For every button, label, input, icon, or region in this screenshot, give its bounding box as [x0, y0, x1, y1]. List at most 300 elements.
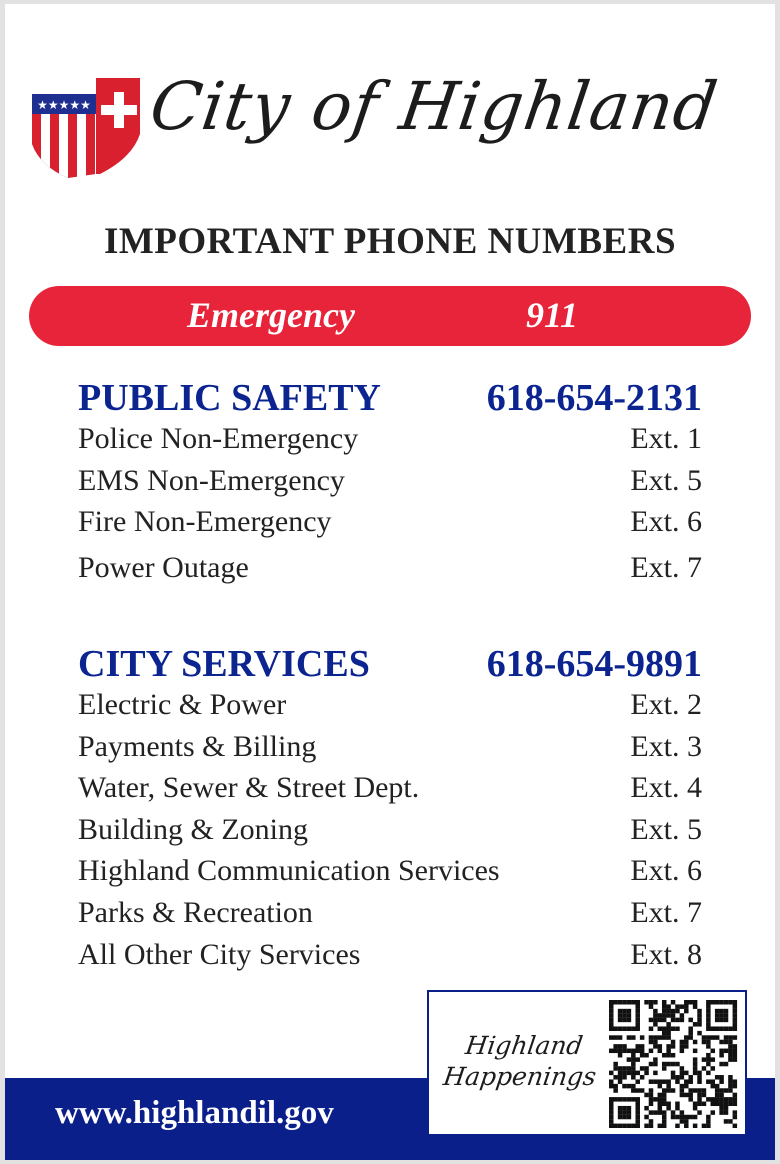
qr-module — [609, 1110, 614, 1115]
qr-module — [706, 1071, 711, 1076]
qr-module — [680, 1075, 685, 1080]
qr-module — [631, 1124, 636, 1128]
qr-module — [622, 1049, 627, 1054]
qr-module — [649, 1018, 654, 1023]
qr-module — [684, 1009, 689, 1014]
qr-module — [715, 1035, 720, 1040]
qr-module — [609, 1004, 614, 1009]
qr-module — [684, 1004, 689, 1009]
qr-module — [618, 1110, 623, 1115]
city-services-title: CITY SERVICES — [78, 643, 370, 685]
qr-module — [724, 1013, 729, 1018]
qr-module — [680, 1115, 685, 1120]
item-name: Parks & Recreation — [78, 895, 313, 929]
qr-module — [609, 1071, 614, 1076]
qr-module — [671, 1044, 676, 1049]
qr-module — [627, 1018, 632, 1023]
qr-module — [680, 1040, 685, 1045]
qr-module — [658, 1035, 663, 1040]
qr-module — [649, 1110, 654, 1115]
qr-module — [711, 1066, 716, 1071]
qr-module — [697, 1031, 702, 1036]
qr-module — [653, 1022, 658, 1027]
qr-module — [711, 1035, 716, 1040]
qr-module — [622, 1075, 627, 1080]
qr-module — [719, 1097, 724, 1102]
item-ext: Ext. 6 — [630, 854, 702, 888]
qr-module — [724, 1009, 729, 1014]
qr-module — [666, 1004, 671, 1009]
qr-module — [675, 1079, 680, 1084]
qr-module — [688, 1088, 693, 1093]
qr-module — [724, 1049, 729, 1054]
list-item — [78, 551, 702, 593]
qr-module — [658, 1093, 663, 1098]
qr-module — [693, 1057, 698, 1062]
qr-module — [653, 1009, 658, 1014]
qr-module — [702, 1102, 707, 1107]
qr-module — [706, 1115, 711, 1120]
qr-module — [644, 1053, 649, 1058]
qr-module — [662, 1097, 667, 1102]
list-item — [78, 938, 702, 980]
qr-module — [653, 1035, 658, 1040]
qr-module — [728, 1079, 733, 1084]
qr-module — [733, 1049, 738, 1054]
qr-module — [622, 1124, 627, 1128]
qr-module — [711, 1057, 716, 1062]
qr-module — [635, 1097, 640, 1102]
qr-module — [733, 1084, 738, 1089]
qr-module — [675, 1004, 680, 1009]
qr-module — [715, 1000, 720, 1005]
qr-module — [640, 1053, 645, 1058]
qr-module — [635, 1004, 640, 1009]
qr-module — [613, 1066, 618, 1071]
qr-module — [711, 1026, 716, 1031]
qr-module — [688, 1115, 693, 1120]
qr-module — [715, 1102, 720, 1107]
item-ext: Ext. 2 — [630, 688, 702, 721]
qr-module — [711, 1097, 716, 1102]
public-safety-title: PUBLIC SAFETY — [78, 377, 381, 419]
qr-label — [433, 1030, 612, 1092]
qr-module — [662, 1066, 667, 1071]
qr-module — [684, 1000, 689, 1005]
qr-module — [653, 1071, 658, 1076]
qr-module — [609, 1097, 614, 1102]
city-services-section — [78, 642, 702, 979]
qr-module — [684, 1040, 689, 1045]
qr-module — [635, 1088, 640, 1093]
qr-module — [693, 1062, 698, 1067]
qr-module — [609, 1013, 614, 1018]
qr-module — [671, 1000, 676, 1005]
qr-module — [728, 1053, 733, 1058]
qr-module — [662, 1009, 667, 1014]
qr-module — [728, 1026, 733, 1031]
qr-module — [724, 1088, 729, 1093]
qr-module — [733, 1053, 738, 1058]
qr-module — [658, 1102, 663, 1107]
list-item — [78, 688, 702, 730]
qr-module — [671, 1071, 676, 1076]
qr-module — [622, 1066, 627, 1071]
qr-module — [675, 1018, 680, 1023]
qr-module — [680, 1044, 685, 1049]
qr-module — [724, 1018, 729, 1023]
qr-module — [697, 1022, 702, 1027]
qr-module — [644, 1106, 649, 1111]
qr-module — [635, 1018, 640, 1023]
qr-module — [666, 1026, 671, 1031]
qr-module — [715, 1097, 720, 1102]
qr-module — [635, 1013, 640, 1018]
qr-module — [719, 1040, 724, 1045]
qr-module — [688, 1026, 693, 1031]
qr-module — [662, 1026, 667, 1031]
qr-module — [618, 1079, 623, 1084]
qr-module — [635, 1110, 640, 1115]
qr-module — [666, 1102, 671, 1107]
qr-module — [719, 1013, 724, 1018]
qr-module — [724, 1040, 729, 1045]
qr-module — [622, 1018, 627, 1023]
qr-module — [658, 1106, 663, 1111]
qr-module — [635, 1049, 640, 1054]
city-name-logotype: City of Highland — [145, 68, 723, 145]
qr-module — [635, 1044, 640, 1049]
qr-module — [622, 1106, 627, 1111]
city-services-phone[interactable]: 618-654-9891 — [486, 643, 702, 685]
page-title: IMPORTANT PHONE NUMBERS — [103, 221, 677, 262]
qr-module — [666, 1079, 671, 1084]
qr-module — [666, 1088, 671, 1093]
qr-module — [627, 1049, 632, 1054]
qr-module — [622, 1071, 627, 1076]
qr-module — [671, 1040, 676, 1045]
qr-module — [728, 1102, 733, 1107]
qr-module — [693, 1115, 698, 1120]
qr-module — [662, 1062, 667, 1067]
svg-text:★★★★★: ★★★★★ — [37, 98, 91, 112]
qr-code-icon[interactable] — [607, 1000, 739, 1128]
item-name: Police Non-Emergency — [78, 422, 359, 455]
qr-module — [671, 1115, 676, 1120]
qr-module — [719, 1106, 724, 1111]
qr-module — [631, 1026, 636, 1031]
qr-module — [649, 1040, 654, 1045]
qr-module — [618, 1018, 623, 1023]
qr-module — [627, 1026, 632, 1031]
qr-module — [635, 1102, 640, 1107]
qr-module — [702, 1040, 707, 1045]
qr-module — [644, 1115, 649, 1120]
qr-module — [693, 1022, 698, 1027]
qr-module — [644, 1124, 649, 1128]
qr-module — [635, 1115, 640, 1120]
qr-module — [640, 1066, 645, 1071]
qr-module — [719, 1053, 724, 1058]
qr-module — [728, 1040, 733, 1045]
qr-module — [706, 1062, 711, 1067]
qr-module — [666, 1022, 671, 1027]
qr-module — [631, 1053, 636, 1058]
qr-module — [666, 1049, 671, 1054]
qr-label-line1: Highland — [463, 1031, 585, 1060]
qr-module — [631, 1049, 636, 1054]
qr-module — [662, 1088, 667, 1093]
qr-module — [609, 1018, 614, 1023]
qr-module — [618, 1009, 623, 1014]
qr-module — [609, 1119, 614, 1124]
list-item — [78, 730, 702, 772]
qr-module — [666, 1062, 671, 1067]
qr-module — [644, 1000, 649, 1005]
qr-module — [688, 1093, 693, 1098]
qr-module — [706, 1026, 711, 1031]
qr-module — [733, 1079, 738, 1084]
qr-module — [719, 1049, 724, 1054]
emergency-number[interactable]: 911 — [526, 295, 579, 335]
qr-module — [680, 1071, 685, 1076]
qr-module — [733, 1009, 738, 1014]
qr-module — [662, 1053, 667, 1058]
qr-module — [715, 1013, 720, 1018]
qr-module — [649, 1062, 654, 1067]
qr-module — [680, 1018, 685, 1023]
qr-module — [706, 1119, 711, 1124]
qr-module — [733, 1022, 738, 1027]
qr-module — [724, 1062, 729, 1067]
item-ext: Ext. 1 — [630, 422, 702, 455]
qr-module — [733, 1013, 738, 1018]
qr-module — [635, 1106, 640, 1111]
qr-module — [671, 1026, 676, 1031]
list-item — [78, 854, 702, 896]
qr-module — [618, 1106, 623, 1111]
public-safety-section — [78, 376, 702, 592]
qr-module — [618, 1013, 623, 1018]
qr-module — [719, 1079, 724, 1084]
qr-module — [680, 1004, 685, 1009]
qr-module — [733, 1102, 738, 1107]
qr-module — [715, 1009, 720, 1014]
qr-module — [671, 1062, 676, 1067]
qr-module — [618, 1049, 623, 1054]
qr-module — [613, 1035, 618, 1040]
item-name: Electric & Power — [78, 688, 287, 721]
qr-module — [733, 1018, 738, 1023]
qr-module — [680, 1066, 685, 1071]
qr-module — [697, 1088, 702, 1093]
qr-module — [662, 1119, 667, 1124]
qr-module — [706, 1013, 711, 1018]
qr-module — [671, 1075, 676, 1080]
qr-module — [671, 1018, 676, 1023]
qr-module — [627, 1071, 632, 1076]
qr-module — [609, 1022, 614, 1027]
qr-module — [618, 1066, 623, 1071]
qr-module — [644, 1071, 649, 1076]
item-ext: Ext. 5 — [630, 812, 702, 846]
qr-module — [733, 1044, 738, 1049]
qr-module — [684, 1124, 689, 1128]
qr-module — [649, 1079, 654, 1084]
qr-module — [693, 1040, 698, 1045]
qr-module — [728, 1057, 733, 1062]
qr-module — [724, 1097, 729, 1102]
qr-module — [644, 1093, 649, 1098]
qr-module — [702, 1093, 707, 1098]
qr-module — [658, 1079, 663, 1084]
qr-module — [649, 1093, 654, 1098]
qr-module — [618, 1115, 623, 1120]
qr-module — [662, 1124, 667, 1128]
qr-module — [684, 1093, 689, 1098]
list-item — [78, 422, 702, 464]
qr-module — [613, 1044, 618, 1049]
qr-module — [671, 1110, 676, 1115]
qr-module — [684, 1071, 689, 1076]
item-ext: Ext. 6 — [630, 505, 702, 539]
qr-module — [653, 1110, 658, 1115]
qr-module — [702, 1088, 707, 1093]
emergency-banner — [29, 286, 751, 346]
qr-module — [618, 1071, 623, 1076]
qr-module — [688, 1035, 693, 1040]
qr-module — [653, 1079, 658, 1084]
qr-module — [658, 1124, 663, 1128]
qr-module — [627, 1084, 632, 1089]
qr-module — [688, 1031, 693, 1036]
public-safety-phone[interactable]: 618-654-2131 — [486, 377, 702, 419]
qr-module — [635, 1009, 640, 1014]
qr-module — [715, 1088, 720, 1093]
qr-module — [693, 1124, 698, 1128]
qr-module — [706, 1040, 711, 1045]
qr-module — [680, 1110, 685, 1115]
qr-module — [706, 1000, 711, 1005]
qr-module — [631, 1075, 636, 1080]
qr-module — [680, 1084, 685, 1089]
qr-module — [627, 1057, 632, 1062]
qr-module — [688, 1018, 693, 1023]
qr-module — [640, 1088, 645, 1093]
qr-module — [631, 1084, 636, 1089]
qr-module — [658, 1018, 663, 1023]
qr-module — [693, 1071, 698, 1076]
qr-module — [706, 1044, 711, 1049]
qr-module — [719, 1110, 724, 1115]
qr-module — [609, 1115, 614, 1120]
qr-module — [733, 1026, 738, 1031]
qr-module — [719, 1093, 724, 1098]
qr-module — [635, 1026, 640, 1031]
qr-module — [719, 1075, 724, 1080]
qr-module — [653, 1044, 658, 1049]
qr-module — [697, 1093, 702, 1098]
item-name: EMS Non-Emergency — [78, 463, 345, 497]
qr-module — [631, 1057, 636, 1062]
qr-module — [662, 1013, 667, 1018]
website-link[interactable]: www.highlandil.gov — [55, 1095, 334, 1131]
qr-module — [715, 1084, 720, 1089]
item-ext: Ext. 7 — [630, 550, 702, 584]
qr-module — [666, 1031, 671, 1036]
qr-module — [658, 1044, 663, 1049]
qr-module — [609, 1026, 614, 1031]
qr-module — [613, 1075, 618, 1080]
qr-module — [613, 1088, 618, 1093]
qr-module — [618, 1053, 623, 1058]
qr-module — [728, 1075, 733, 1080]
qr-module — [609, 1049, 614, 1054]
qr-module — [635, 1124, 640, 1128]
qr-module — [697, 1110, 702, 1115]
qr-module — [618, 1000, 623, 1005]
qr-module — [675, 1075, 680, 1080]
qr-module — [719, 1000, 724, 1005]
qr-module — [728, 1088, 733, 1093]
qr-module — [658, 1049, 663, 1054]
qr-module — [622, 1084, 627, 1089]
qr-module — [649, 1088, 654, 1093]
qr-module — [609, 1084, 614, 1089]
qr-module — [631, 1066, 636, 1071]
qr-module — [662, 1110, 667, 1115]
qr-module — [706, 1079, 711, 1084]
qr-module — [733, 1097, 738, 1102]
qr-module — [724, 1000, 729, 1005]
qr-module — [662, 1018, 667, 1023]
qr-module — [609, 1102, 614, 1107]
qr-module — [649, 1004, 654, 1009]
qr-module — [662, 1035, 667, 1040]
qr-module — [693, 1088, 698, 1093]
qr-module — [715, 1026, 720, 1031]
qr-module — [675, 1026, 680, 1031]
qr-module — [728, 1049, 733, 1054]
qr-module — [680, 1119, 685, 1124]
qr-module — [693, 1000, 698, 1005]
qr-module — [609, 1079, 614, 1084]
qr-module — [706, 1009, 711, 1014]
qr-module — [622, 1013, 627, 1018]
qr-module — [658, 1013, 663, 1018]
city-shield-logo-icon — [28, 74, 144, 178]
qr-module — [622, 1097, 627, 1102]
qr-module — [675, 1062, 680, 1067]
qr-module — [627, 1115, 632, 1120]
qr-module — [680, 1088, 685, 1093]
qr-module — [609, 1035, 614, 1040]
qr-module — [680, 1093, 685, 1098]
qr-module — [658, 1026, 663, 1031]
qr-module — [635, 1071, 640, 1076]
qr-module — [684, 1079, 689, 1084]
qr-module — [627, 1124, 632, 1128]
qr-module — [653, 1000, 658, 1005]
qr-module — [671, 1009, 676, 1014]
qr-module — [693, 1004, 698, 1009]
qr-module — [697, 1071, 702, 1076]
list-item — [78, 505, 702, 547]
qr-module — [728, 1097, 733, 1102]
qr-module — [706, 1053, 711, 1058]
qr-module — [666, 1053, 671, 1058]
qr-module — [635, 1000, 640, 1005]
